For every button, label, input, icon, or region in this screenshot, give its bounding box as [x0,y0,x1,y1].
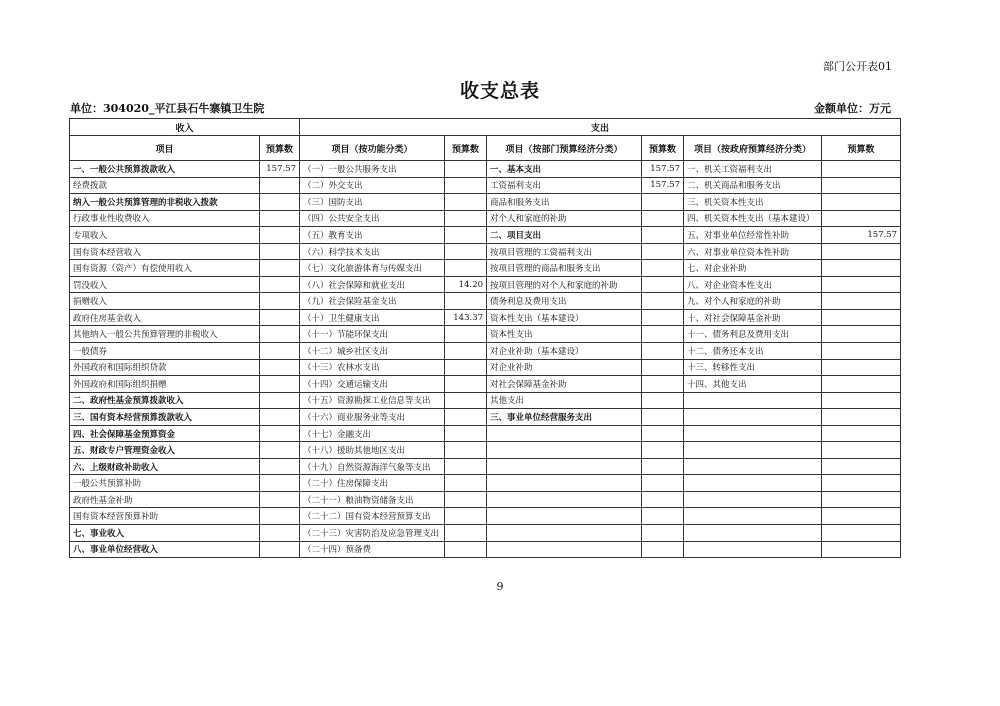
function-item: （十六）商业服务业等支出 [300,409,445,426]
dept-econ-item [487,425,642,442]
table-row [70,293,901,310]
function-item: （三）国防支出 [300,194,445,211]
function-amount [445,260,487,277]
function-amount [445,541,487,558]
gov-econ-item: 八、对企业资本性支出 [684,276,822,293]
income-item: 捐赠收入 [70,293,260,310]
income-item: 四、社会保障基金预算资金 [70,425,260,442]
table-row [70,376,901,393]
gov-econ-item [684,392,822,409]
income-item: 三、国有资本经营预算拨款收入 [70,409,260,426]
income-item-header: 项目 [70,136,260,161]
dept-econ-item: 对社会保障基金补助 [487,376,642,393]
function-amount [445,161,487,178]
dept-econ-amount: 157.57 [642,177,684,194]
gov-econ-amount [822,475,901,492]
income-item: 一、一般公共预算拨款收入 [70,161,260,178]
dept-econ-item: 三、事业单位经营服务支出 [487,409,642,426]
table-row [70,508,901,525]
income-amount [260,376,300,393]
table-row [70,309,901,326]
table-row [70,227,901,244]
income-item: 罚没收入 [70,276,260,293]
dept-econ-amount [642,475,684,492]
budget-summary-table [69,118,901,558]
income-amount [260,425,300,442]
form-number: 部门公开表01 [823,60,892,73]
function-amount [445,293,487,310]
gov-econ-amount [822,293,901,310]
dept-econ-amount [642,260,684,277]
function-amount [445,425,487,442]
gov-econ-amount [822,541,901,558]
dept-econ-amount [642,491,684,508]
income-item: 六、上级财政补助收入 [70,458,260,475]
dept-econ-item [487,508,642,525]
dept-econ-amount [642,409,684,426]
dept-econ-amount [642,309,684,326]
function-item: （二十四）预备费 [300,541,445,558]
income-item: 二、政府性基金预算拨款收入 [70,392,260,409]
function-item: （十二）城乡社区支出 [300,343,445,360]
table-row [70,541,901,558]
function-amount [445,491,487,508]
gov-econ-amount [822,458,901,475]
dept-econ-amount [642,442,684,459]
function-amount [445,458,487,475]
income-amount [260,442,300,459]
gov-econ-class-header: 项目（按政府预算经济分类） [684,136,822,161]
table-row [70,475,901,492]
function-amount [445,194,487,211]
function-item: （九）社会保险基金支出 [300,293,445,310]
function-item: （十九）自然资源海洋气象等支出 [300,458,445,475]
table-row [70,525,901,542]
function-item: （十）卫生健康支出 [300,309,445,326]
table-row [70,210,901,227]
function-item: （八）社会保障和就业支出 [300,276,445,293]
page-title: 收支总表 [459,80,540,102]
gov-econ-amount [822,359,901,376]
dept-econ-amount [642,343,684,360]
gov-econ-amount [822,392,901,409]
gov-econ-amount [822,425,901,442]
dept-econ-item: 工资福利支出 [487,177,642,194]
gov-econ-budget-header: 预算数 [822,136,901,161]
dept-econ-item: 按项目管理的对个人和家庭的补助 [487,276,642,293]
table-row [70,343,901,360]
income-amount [260,491,300,508]
income-amount [260,293,300,310]
gov-econ-amount [822,177,901,194]
function-amount [445,227,487,244]
function-item: （十三）农林水支出 [300,359,445,376]
gov-econ-item: 六、对事业单位资本性补助 [684,243,822,260]
header-row-1 [70,119,901,136]
function-amount [445,409,487,426]
income-amount [260,525,300,542]
income-amount [260,276,300,293]
income-amount [260,458,300,475]
income-item: 国有资本经营收入 [70,243,260,260]
income-amount [260,309,300,326]
dept-econ-item: 按项目管理的商品和服务支出 [487,260,642,277]
function-amount [445,359,487,376]
gov-econ-item [684,508,822,525]
function-item: （二十二）国有资本经营预算支出 [300,508,445,525]
gov-econ-item: 九、对个人和家庭的补助 [684,293,822,310]
income-item: 纳入一般公共预算管理的非税收入拨款 [70,194,260,211]
expense-header: 支出 [300,119,901,136]
income-item: 一般公共预算补助 [70,475,260,492]
dept-econ-amount [642,392,684,409]
gov-econ-item [684,491,822,508]
income-amount [260,359,300,376]
gov-econ-item: 十一、债务利息及费用支出 [684,326,822,343]
gov-econ-item: 一、机关工资福利支出 [684,161,822,178]
dept-econ-item: 对个人和家庭的补助 [487,210,642,227]
income-amount [260,243,300,260]
function-amount [445,210,487,227]
dept-econ-amount [642,194,684,211]
function-amount [445,243,487,260]
money-unit-label: 金额单位：万元 [814,102,891,115]
income-item: 经费拨款 [70,177,260,194]
table-row [70,194,901,211]
dept-econ-amount [642,525,684,542]
function-amount: 143.37 [445,309,487,326]
income-item: 政府性基金补助 [70,491,260,508]
table-row [70,161,901,178]
page-number: 9 [496,580,504,593]
dept-econ-amount [642,243,684,260]
income-amount [260,326,300,343]
gov-econ-amount [822,210,901,227]
function-item: （四）公共安全支出 [300,210,445,227]
income-item: 八、事业单位经营收入 [70,541,260,558]
gov-econ-item: 十三、转移性支出 [684,359,822,376]
function-item: （十七）金融支出 [300,425,445,442]
income-amount [260,508,300,525]
dept-econ-amount [642,425,684,442]
dept-econ-amount [642,541,684,558]
gov-econ-item [684,475,822,492]
function-item: （二十一）粮油物资储备支出 [300,491,445,508]
header-row-2 [70,136,901,161]
table-row [70,409,901,426]
gov-econ-item [684,458,822,475]
income-item: 其他纳入一般公共预算管理的非税收入 [70,326,260,343]
gov-econ-amount [822,194,901,211]
gov-econ-item: 二、机关商品和服务支出 [684,177,822,194]
table-row [70,425,901,442]
function-item: （五）教育支出 [300,227,445,244]
income-header: 收入 [70,119,300,136]
dept-econ-amount [642,227,684,244]
gov-econ-item: 十二、债务还本支出 [684,343,822,360]
dept-econ-amount [642,458,684,475]
function-amount: 14.20 [445,276,487,293]
income-amount: 157.57 [260,161,300,178]
income-amount [260,475,300,492]
table-row [70,276,901,293]
income-item: 外国政府和国际组织捐赠 [70,376,260,393]
dept-econ-item: 资本性支出（基本建设） [487,309,642,326]
function-item: （十一）节能环保支出 [300,326,445,343]
gov-econ-amount [822,343,901,360]
dept-econ-item [487,491,642,508]
function-amount [445,475,487,492]
income-budget-header: 预算数 [260,136,300,161]
gov-econ-item [684,541,822,558]
dept-econ-item: 其他支出 [487,392,642,409]
income-amount [260,409,300,426]
income-amount [260,392,300,409]
function-amount [445,343,487,360]
income-amount [260,227,300,244]
gov-econ-item: 十四、其他支出 [684,376,822,393]
function-class-header: 项目（按功能分类） [300,136,445,161]
income-item: 国有资源（资产）有偿使用收入 [70,260,260,277]
income-amount [260,541,300,558]
income-item: 行政事业性收费收入 [70,210,260,227]
function-budget-header: 预算数 [445,136,487,161]
function-item: （十八）援助其他地区支出 [300,442,445,459]
income-item: 专项收入 [70,227,260,244]
table-row [70,326,901,343]
gov-econ-item: 五、对事业单位经常性补助 [684,227,822,244]
dept-econ-item: 资本性支出 [487,326,642,343]
function-item: （十四）交通运输支出 [300,376,445,393]
dept-econ-item [487,475,642,492]
dept-econ-amount [642,359,684,376]
dept-econ-item: 一、基本支出 [487,161,642,178]
gov-econ-amount [822,326,901,343]
function-item: （十五）资源勘探工业信息等支出 [300,392,445,409]
table-row [70,260,901,277]
dept-econ-item: 按项目管理的工资福利支出 [487,243,642,260]
income-item: 七、事业收入 [70,525,260,542]
dept-econ-amount [642,508,684,525]
function-item: （七）文化旅游体育与传媒支出 [300,260,445,277]
function-item: （一）一般公共服务支出 [300,161,445,178]
gov-econ-item [684,442,822,459]
gov-econ-item: 七、对企业补助 [684,260,822,277]
income-item: 国有资本经营预算补助 [70,508,260,525]
gov-econ-item: 四、机关资本性支出（基本建设） [684,210,822,227]
dept-econ-amount: 157.57 [642,161,684,178]
income-item: 政府住房基金收入 [70,309,260,326]
dept-econ-item: 对企业补助（基本建设） [487,343,642,360]
dept-econ-item: 对企业补助 [487,359,642,376]
unit-label: 单位：304020_平江县石牛寨镇卫生院 [70,102,265,115]
table-row [70,491,901,508]
dept-econ-amount [642,293,684,310]
dept-econ-amount [642,376,684,393]
dept-econ-item [487,541,642,558]
gov-econ-amount [822,442,901,459]
table-row [70,359,901,376]
table-row [70,392,901,409]
gov-econ-amount [822,276,901,293]
gov-econ-amount [822,508,901,525]
income-item: 外国政府和国际组织贷款 [70,359,260,376]
function-item: （二十）住房保障支出 [300,475,445,492]
gov-econ-item [684,525,822,542]
function-item: （六）科学技术支出 [300,243,445,260]
gov-econ-amount [822,161,901,178]
gov-econ-amount: 157.57 [822,227,901,244]
gov-econ-amount [822,260,901,277]
function-amount [445,326,487,343]
gov-econ-item: 三、机关资本性支出 [684,194,822,211]
dept-econ-item [487,442,642,459]
income-amount [260,343,300,360]
function-amount [445,442,487,459]
gov-econ-amount [822,409,901,426]
table-row [70,177,901,194]
income-item: 一般债券 [70,343,260,360]
function-item: （二十三）灾害防治及应急管理支出 [300,525,445,542]
gov-econ-amount [822,525,901,542]
gov-econ-amount [822,376,901,393]
dept-econ-amount [642,326,684,343]
dept-econ-item: 商品和服务支出 [487,194,642,211]
function-amount [445,508,487,525]
table-row [70,243,901,260]
dept-econ-class-header: 项目（按部门预算经济分类） [487,136,642,161]
dept-econ-item: 二、项目支出 [487,227,642,244]
table-row [70,442,901,459]
income-amount [260,177,300,194]
function-amount [445,525,487,542]
dept-econ-item [487,525,642,542]
income-item: 五、财政专户管理资金收入 [70,442,260,459]
income-amount [260,210,300,227]
gov-econ-item [684,409,822,426]
gov-econ-item [684,425,822,442]
income-amount [260,194,300,211]
dept-econ-amount [642,210,684,227]
gov-econ-amount [822,309,901,326]
function-amount [445,177,487,194]
dept-econ-item [487,458,642,475]
function-amount [445,392,487,409]
gov-econ-amount [822,243,901,260]
function-item: （二）外交支出 [300,177,445,194]
gov-econ-amount [822,491,901,508]
table-row [70,458,901,475]
gov-econ-item: 十、对社会保障基金补助 [684,309,822,326]
dept-econ-item: 债务利息及费用支出 [487,293,642,310]
function-amount [445,376,487,393]
dept-econ-amount [642,276,684,293]
dept-econ-budget-header: 预算数 [642,136,684,161]
income-amount [260,260,300,277]
